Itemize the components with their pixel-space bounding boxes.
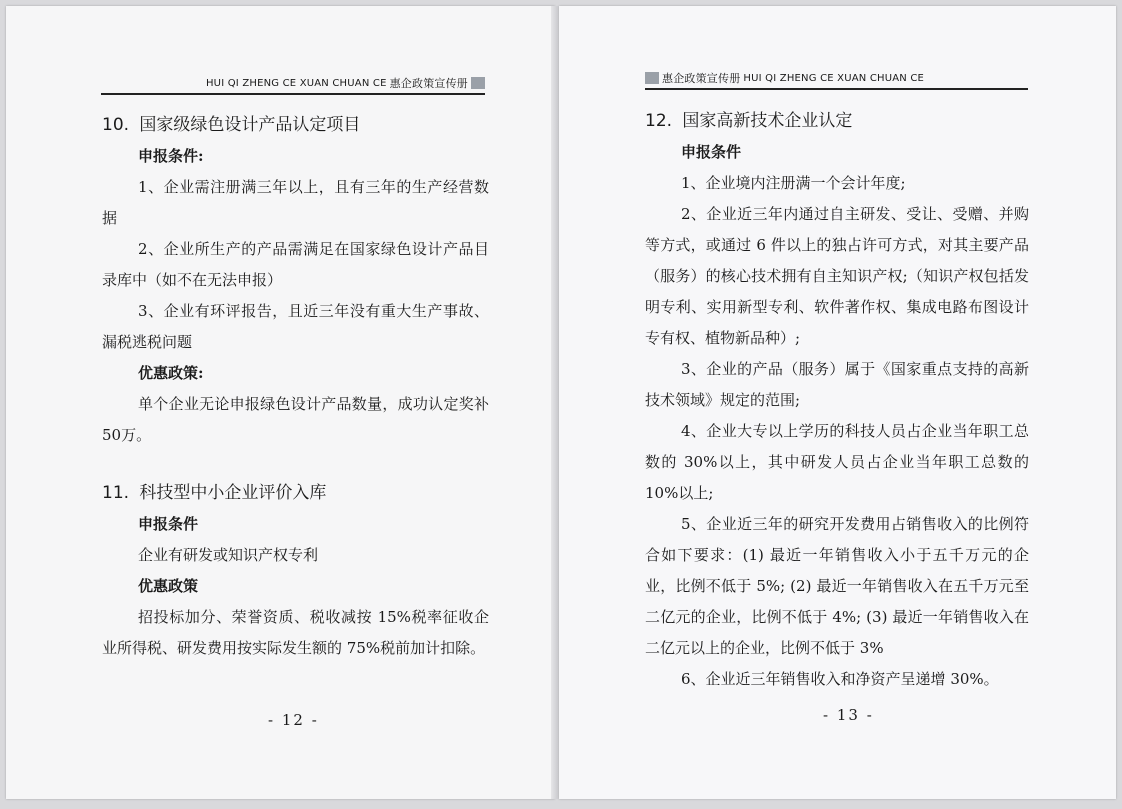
condition-item: 1、企业需注册满三年以上，且有三年的生产经营数据 (102, 178, 489, 227)
section-title: 科技型中小企业评价入库 (139, 483, 327, 503)
section-title: 国家级绿色设计产品认定项目 (139, 115, 361, 135)
conditions-label: 申报条件 (681, 143, 742, 161)
condition-item: 1、企业境内注册满一个会计年度; (681, 174, 906, 192)
header-title: 惠企政策宣传册 (662, 72, 741, 85)
section-number: 12. (645, 111, 673, 131)
policy-text: 招投标加分、荣誉资质、税收减按 15%税率征收企业所得税、研发费用按实际发生额的 75%税前加计扣除。 (102, 608, 489, 657)
condition-item: 5、企业近三年的研究开发费用占销售收入的比例符合如下要求：(1) 最近一年销售收入小于五千万元的企业，比例不低于 5%; (2) 最近一年销售收入在五千万元至二亿元的企业，比例不低于 4%; (3) 最近一年销售收入在二亿元以上的企业，比例不低于 3% (645, 515, 1029, 657)
header-title: 惠企政策宣传册 (389, 77, 468, 90)
section-number: 11. (102, 483, 130, 503)
conditions-label: 申报条件: (138, 147, 204, 165)
policy-text: 单个企业无论申报绿色设计产品数量，成功认定奖补50万。 (102, 395, 489, 444)
header-rule (645, 88, 1028, 90)
condition-item: 2、企业所生产的产品需满足在国家绿色设计产品目录库中（如不在无法申报） (102, 240, 489, 289)
condition-item: 6、企业近三年销售收入和净资产呈递增 30%。 (681, 670, 999, 688)
header-pinyin: HUI QI ZHENG CE XUAN CHUAN CE (205, 77, 387, 89)
conditions-label: 申报条件 (138, 515, 199, 533)
section-heading-10 (102, 109, 489, 141)
condition-item: 3、企业有环评报告，且近三年没有重大生产事故、漏税逃税问题 (102, 302, 489, 351)
condition-item: 企业有研发或知识产权专利 (138, 546, 319, 564)
header-rule (101, 93, 485, 95)
section-number: 10. (102, 115, 130, 135)
section-heading-11 (102, 477, 489, 509)
right-page (559, 6, 1116, 799)
left-page-body (102, 109, 489, 664)
left-running-header (206, 75, 485, 91)
policy-label: 优惠政策: (138, 364, 204, 382)
header-marker (471, 77, 485, 89)
section-heading-12 (645, 105, 1029, 137)
right-running-header (645, 70, 924, 86)
left-page (6, 6, 555, 799)
right-page-body (645, 105, 1029, 695)
policy-label: 优惠政策 (138, 577, 199, 595)
header-pinyin: HUI QI ZHENG CE XUAN CHUAN CE (743, 72, 925, 84)
page-number: - 12 - (268, 711, 319, 729)
section-title: 国家高新技术企业认定 (682, 111, 853, 131)
header-marker (645, 72, 659, 84)
condition-item: 3、企业的产品（服务）属于《国家重点支持的高新技术领域》规定的范围; (645, 360, 1029, 409)
condition-item: 2、企业近三年内通过自主研发、受让、受赠、并购等方式，或通过 6 件以上的独占许可方式，对其主要产品（服务）的核心技术拥有自主知识产权;（知识产权包括发明专利、实用新型专利、软件著作权、集成电路布图设计专有权、植物新品种）; (645, 205, 1029, 347)
condition-item: 4、企业大专以上学历的科技人员占企业当年职工总数的 30%以上，其中研发人员占企业当年职工总数的 10%以上; (645, 422, 1029, 502)
page-number: - 13 - (823, 706, 874, 724)
